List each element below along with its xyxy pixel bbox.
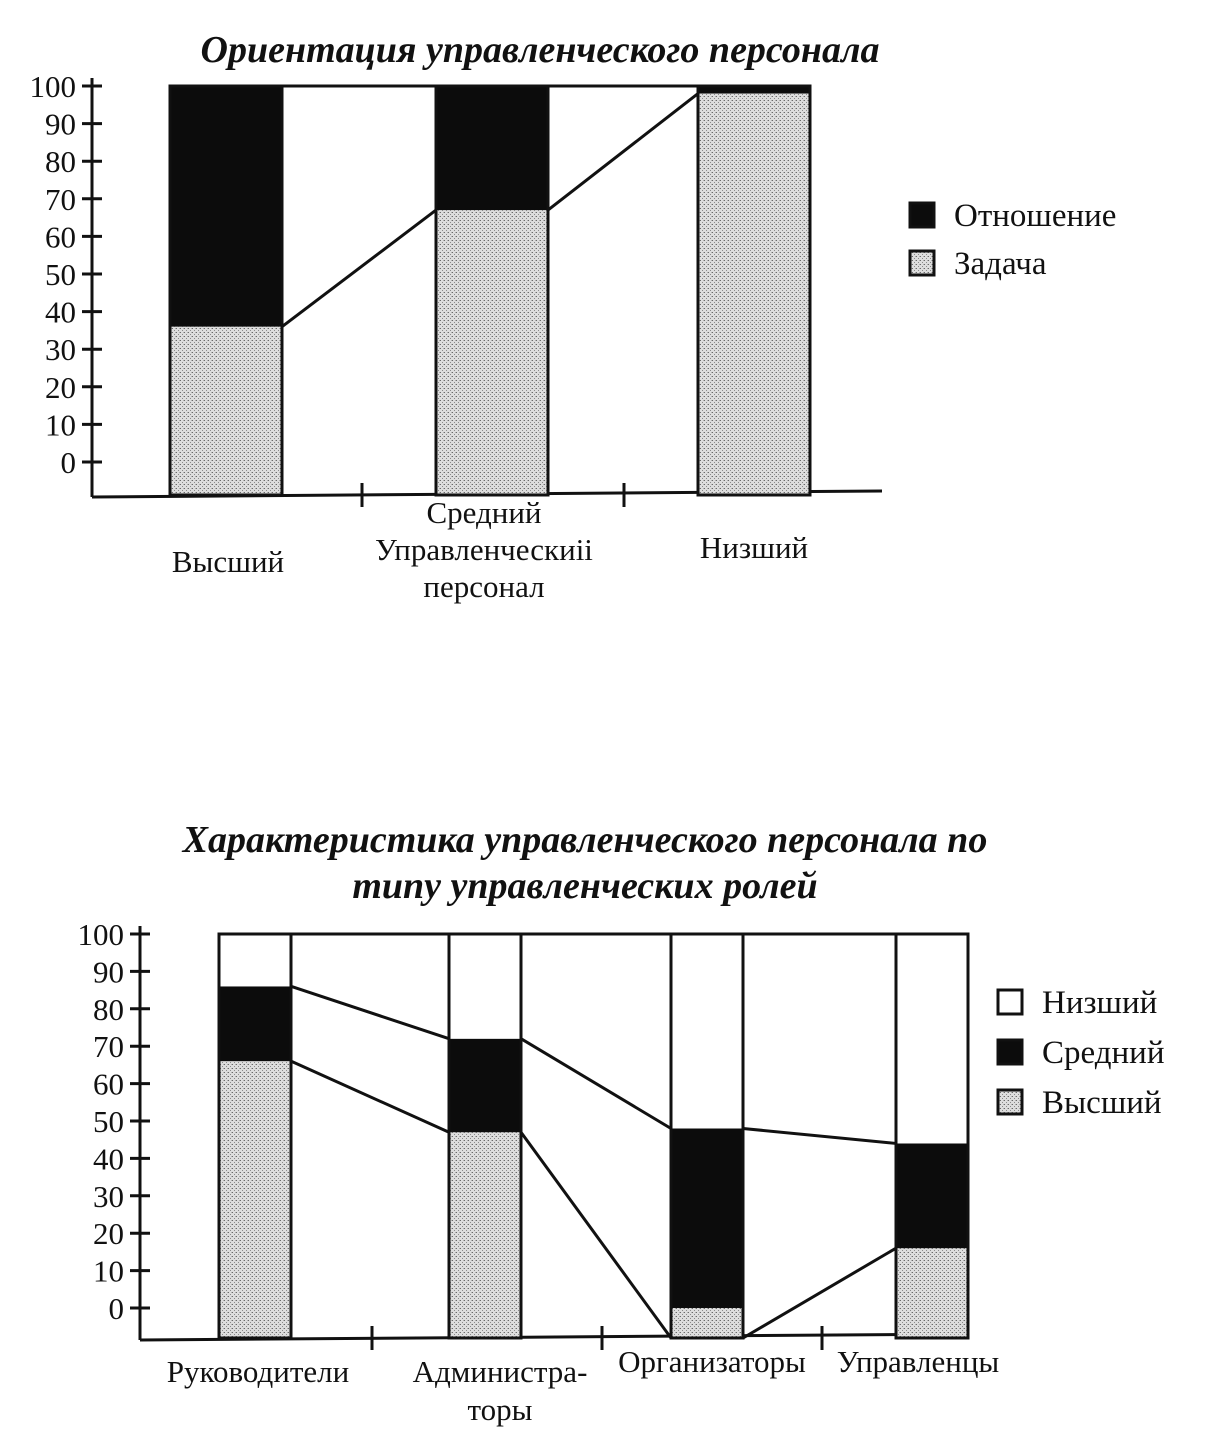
bar-segment	[671, 1128, 743, 1308]
bar-segment	[896, 1248, 968, 1338]
connector-line	[548, 94, 698, 211]
connector-line	[291, 1061, 449, 1132]
legend-swatch	[998, 1040, 1022, 1064]
bar-segment	[219, 986, 291, 1061]
connector-line	[291, 986, 449, 1038]
x-category-label: торы	[467, 1392, 533, 1427]
legend-swatch	[910, 251, 934, 275]
chart-1-plot	[30, 69, 883, 604]
x-category-label: Руководители	[166, 1354, 350, 1389]
bar-segment	[449, 1039, 521, 1133]
y-tick-label: 0	[60, 445, 76, 480]
y-tick-label: 0	[108, 1291, 124, 1326]
connector-line	[743, 1248, 896, 1338]
y-tick-label: 60	[45, 219, 76, 255]
bar-segment	[170, 327, 282, 495]
legend-label: Высший	[1042, 1085, 1162, 1121]
bar-segment	[449, 1132, 521, 1338]
bar-segment	[219, 1061, 291, 1338]
x-category-label: Управленческиii	[375, 532, 593, 567]
y-tick-label: 40	[45, 294, 76, 330]
y-tick-label: 10	[93, 1253, 124, 1289]
chart-1-legend	[910, 198, 1116, 282]
legend-swatch	[998, 1090, 1022, 1114]
y-tick-label: 30	[93, 1178, 124, 1214]
chart-1	[30, 29, 1117, 604]
connector-line	[743, 1128, 896, 1143]
y-tick-label: 100	[77, 917, 124, 952]
y-tick-label: 90	[93, 954, 124, 990]
y-tick-label: 30	[45, 332, 76, 368]
x-category-label: Организаторы	[618, 1344, 806, 1379]
bar-segment	[436, 86, 548, 210]
x-category-label: Низший	[699, 530, 809, 565]
y-tick-label: 70	[45, 181, 76, 217]
y-tick-label: 90	[45, 106, 76, 142]
y-tick-label: 20	[93, 1216, 124, 1252]
y-tick-label: 100	[29, 69, 76, 104]
bar-segment	[436, 210, 548, 495]
legend-label: Задача	[954, 246, 1047, 282]
y-tick-label: 80	[45, 144, 76, 180]
legend-label: Отношение	[954, 198, 1117, 234]
bar-segment	[896, 934, 968, 1143]
chart-2-plot	[78, 917, 1000, 1427]
y-tick-label: 70	[93, 1029, 124, 1065]
chart-2-title-line-2: типу управленческих ролей	[352, 865, 818, 907]
y-tick-label: 60	[93, 1066, 124, 1102]
y-tick-label: 80	[93, 991, 124, 1027]
y-tick-label: 50	[93, 1104, 124, 1139]
y-tick-label: 20	[45, 369, 76, 405]
bar-segment	[698, 94, 810, 495]
legend-swatch	[998, 990, 1022, 1014]
bar-segment	[671, 1308, 743, 1338]
bar-segment	[170, 86, 282, 327]
bar-segment	[671, 934, 743, 1128]
chart-2-title-line-1: Характеристика управленческого персонала по	[182, 819, 988, 861]
legend-swatch	[910, 203, 934, 227]
x-category-label: Управленцы	[836, 1344, 1000, 1379]
y-tick-label: 40	[93, 1141, 124, 1177]
x-category-label: Высший	[171, 544, 285, 579]
chart-2-legend	[998, 985, 1165, 1121]
connector-line	[521, 1132, 671, 1338]
connector-line	[521, 1039, 671, 1129]
y-tick-label: 50	[45, 257, 76, 292]
legend-label: Низший	[1042, 985, 1158, 1021]
x-category-label: Средний	[426, 495, 542, 530]
y-tick-label: 10	[45, 407, 76, 443]
x-category-label: Администра-	[412, 1354, 588, 1389]
connector-line	[282, 210, 436, 327]
legend-label: Средний	[1042, 1035, 1165, 1071]
bar-segment	[219, 934, 291, 986]
bar-segment	[896, 1143, 968, 1248]
chart-2	[78, 819, 1165, 1427]
x-category-label: персонал	[423, 569, 545, 604]
chart-1-title: Ориентация управленческого персонала	[200, 29, 880, 71]
bar-segment	[449, 934, 521, 1039]
